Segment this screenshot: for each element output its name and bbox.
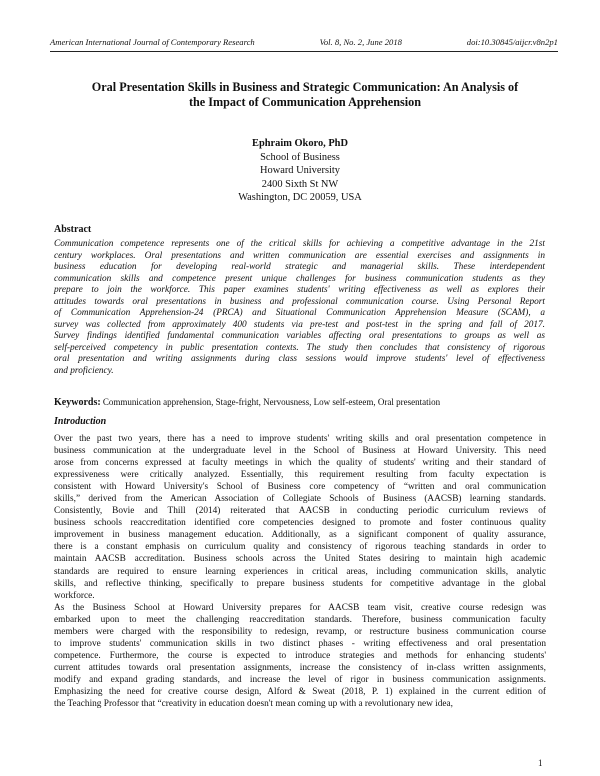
text-line: current attitudes towards oral presentation assignments, increase the consistency of in-class written assignments, xyxy=(54,663,546,674)
text-line: century workplaces. Oral presentations and written communication are essential exercises and assignments in xyxy=(54,250,545,261)
text-line: Consistently, Bovie and Thill (2014) reiterated that AACSB in conducting periodic curriculum reviews of xyxy=(54,506,546,517)
author-name: Ephraim Okoro, PhD xyxy=(252,138,348,149)
text-line: As the Business School at Howard University prepares for AACSB team visit, creative course redesign was xyxy=(54,603,546,613)
keywords-label: Keywords: xyxy=(54,397,101,408)
text-line: skills, and reflective thinking, specifically to prepare business students for competitive advantage in the global xyxy=(54,578,546,589)
author-block xyxy=(0,137,600,205)
text-line: attitudes towards oral presentations in business and professional communication course. Using Personal Report xyxy=(54,296,545,307)
text-line: business schools reaccreditation identified core competencies designed to promote and foster continuous quality xyxy=(54,518,546,529)
text-line: there is a constant emphasis on curriculum quality and consistency of rigorous teaching standards in order to xyxy=(54,542,546,553)
keywords-text: Communication apprehension, Stage-fright, Nervousness, Low self-esteem, Oral presentation xyxy=(102,397,441,407)
header-rule xyxy=(50,51,558,52)
text-line: standards are required to ensure learning experiences in critical areas, including communication skills, analytic xyxy=(54,566,546,577)
text-line: prepare to join the workforce. This paper examines students' writing effectiveness as well as explores their xyxy=(54,285,545,296)
journal-name: American International Journal of Contemporary Research xyxy=(50,37,255,47)
text-line: business communication at the undergraduate level in the School of Business at Howard University. This need xyxy=(54,446,546,457)
text-line: oral presentation and writing assignments during class sessions would improve students' level of effectiveness xyxy=(54,354,545,365)
keywords xyxy=(54,397,554,408)
text-line: maintain AACSB accreditation. Business schools across the United States desiring to maintain high academic xyxy=(54,554,546,565)
text-line: business education for developing real-world strategic and managerial skills. These interdependent xyxy=(54,262,545,273)
text-line: skills,” derived from the American Association of Collegiate Schools of Business (AACSB) learning standards. xyxy=(54,494,546,505)
text-line: the Teaching Professor that “creativity in education doesn't mean coming up with a revolutionary new idea, xyxy=(54,699,453,710)
text-line: Emphasizing the need for creative course design, Alford & Sweat (2018, P. 1) explained in the current edition of xyxy=(54,687,546,698)
affiliation-line: School of Business xyxy=(260,151,340,163)
introduction-paragraph-2 xyxy=(54,602,546,710)
title-line: Oral Presentation Skills in Business and Strategic Communication: An Analysis of xyxy=(91,80,519,94)
text-line: Over the past two years, there has a need to improve students' writing skills and oral presentation competence in xyxy=(54,434,546,444)
text-line: competence. Furthermore, the course is expected to introduce strategies and methods for enhancing students' xyxy=(54,651,546,662)
introduction-paragraph-1 xyxy=(54,433,546,602)
doi: doi:10.30845/aijcr.v8n2p1 xyxy=(466,37,558,47)
volume-info: Vol. 8, No. 2, June 2018 xyxy=(319,37,402,47)
text-line: members were charged with the responsibility to redesign, revamp, or restructure business communication course xyxy=(54,627,546,638)
text-line: Survey findings identified fundamental communication variables affecting oral presentations to groups as well as xyxy=(54,331,545,342)
affiliation-line: Howard University xyxy=(260,165,340,176)
abstract-heading: Abstract xyxy=(54,224,92,235)
page-number: 1 xyxy=(538,758,543,768)
title-line: the Impact of Communication Apprehension xyxy=(188,95,422,109)
text-line: modify and expand grading standards, and increase the level of rigor in business communication assignments. xyxy=(54,675,546,686)
text-line: self-perceived competency in public presentation contexts. The study then concludes that consistency of rigorous xyxy=(54,342,545,353)
text-line: survey was collected from approximately 400 students via pre-test and post-test in the spring and fall of 2017. xyxy=(54,319,545,330)
affiliation-line: 2400 Sixth St NW xyxy=(261,178,339,190)
text-line: and proficiency. xyxy=(54,366,114,377)
text-line: embarked upon to meet the challenging reaccreditation standards. Therefore, business communication faculty xyxy=(54,615,546,626)
text-line: arose from concerns expressed at faculty meetings in which the quality of students' writing and their standard of xyxy=(54,458,546,469)
text-line: to improve students' communication skills in two distinct phases - writing effectiveness and oral presentation xyxy=(54,639,546,650)
text-line: communication skills and competence present unique challenges for business communication students as they xyxy=(54,273,545,284)
paper-title xyxy=(70,80,540,110)
text-line: Communication competence represents one of the critical skills for achieving a competitive advantage in the 21st xyxy=(54,239,545,249)
text-line: expressiveness were critically analyzed. Essentially, this requirement resulting from faculty expectation is xyxy=(54,470,546,481)
text-line: improvement in business management education. Additionally, as a significant component of quality assurance, xyxy=(54,530,546,541)
affiliation-line: Washington, DC 20059, USA xyxy=(238,192,362,203)
text-line: workforce. xyxy=(54,590,95,601)
introduction-heading: Introduction xyxy=(54,416,107,427)
abstract-body xyxy=(54,239,545,378)
running-header xyxy=(50,37,558,47)
text-line: of Communication Apprehension-24 (PRCA) and Situational Communication Apprehension Measure (SCAM), a xyxy=(54,308,545,319)
text-line: consistent with Howard University's School of Business core competency of “written and oral communication xyxy=(54,482,546,493)
